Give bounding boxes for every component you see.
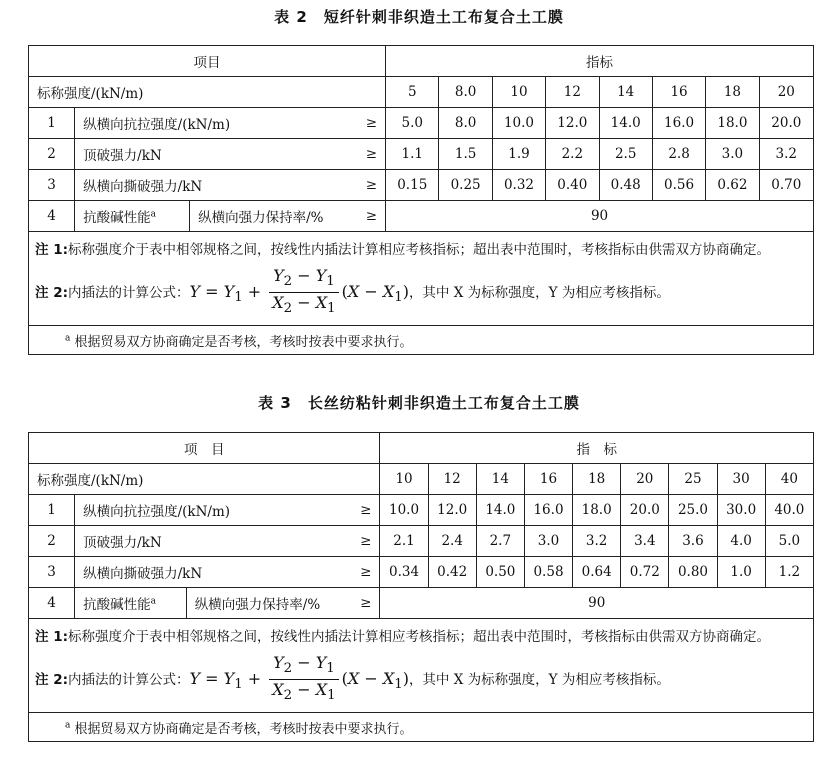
header-item: 项目 — [29, 46, 386, 77]
cell-value: 0.32 — [492, 170, 545, 201]
cell-value: 0.48 — [599, 170, 652, 201]
strength-value: 10 — [380, 464, 428, 495]
ge-symbol: ≥ — [340, 526, 380, 557]
strength-value: 10 — [492, 77, 545, 108]
cell-value: 30.0 — [717, 495, 765, 526]
row-sub-label: 纵横向强力保持率/% — [186, 588, 340, 619]
strength-label: 标称强度/(kN/m) — [29, 77, 386, 108]
cell-value: 14.0 — [476, 495, 524, 526]
cell-value: 12.0 — [546, 108, 599, 139]
row-number: 2 — [29, 526, 75, 557]
footnote-row — [29, 713, 814, 742]
row-label: 顶破强力/kN — [75, 526, 340, 557]
strength-value: 5 — [386, 77, 439, 108]
notes — [29, 619, 814, 713]
strength-value: 14 — [476, 464, 524, 495]
table-2-caption: 表 2 短纤针刺非织造土工布复合土工膜 — [274, 8, 564, 26]
table-row — [29, 557, 814, 588]
table-row — [29, 495, 814, 526]
cell-value: 2.2 — [546, 139, 599, 170]
row-label: 纵横向撕破强力/kN — [75, 557, 340, 588]
cell-value: 0.70 — [759, 170, 813, 201]
cell-value: 1.5 — [439, 139, 492, 170]
strength-value: 30 — [717, 464, 765, 495]
cell-value: 20.0 — [621, 495, 669, 526]
cell-value: 2.1 — [380, 526, 428, 557]
notes — [29, 232, 814, 326]
cell-value: 10.0 — [492, 108, 545, 139]
interpolation-formula: $Y = Y_1$ + $\frac{Y_2 - Y_1}{X_2 - X_1}$ $(X - X_1)$ — [189, 653, 409, 704]
row-label: 纵横向撕破强力/kN — [75, 170, 346, 201]
strength-value: 18 — [573, 464, 621, 495]
cell-value: 1.9 — [492, 139, 545, 170]
interpolation-formula: $Y = Y_1$ + $\frac{Y_2 - Y_1}{X_2 - X_1}$ $(X - X_1)$ — [189, 266, 409, 317]
note-2: 注 2:内插法的计算公式：$Y = Y_1$ + $\frac{Y_2 - Y_1}{X_2 - X_1}$ $(X - X_1)$，其中 X 为标称强度，Y 为相应考核指标。 — [35, 266, 670, 317]
cell-value: 0.62 — [706, 170, 759, 201]
cell-value: 5.0 — [386, 108, 439, 139]
cell-value: 0.58 — [524, 557, 572, 588]
cell-value: 4.0 — [717, 526, 765, 557]
ge-symbol: ≥ — [346, 108, 386, 139]
cell-value: 1.2 — [765, 557, 813, 588]
cell-value: 40.0 — [765, 495, 813, 526]
strength-row — [29, 464, 814, 495]
strength-label: 标称强度/(kN/m) — [29, 464, 380, 495]
row-number: 1 — [29, 108, 75, 139]
cell-value: 0.34 — [380, 557, 428, 588]
cell-value: 18.0 — [573, 495, 621, 526]
row-label: 纵横向抗拉强度/(kN/m) — [75, 108, 346, 139]
cell-value: 90 — [380, 588, 814, 619]
cell-value: 0.50 — [476, 557, 524, 588]
cell-value: 16.0 — [524, 495, 572, 526]
ge-symbol: ≥ — [346, 201, 386, 232]
strength-value: 18 — [706, 77, 759, 108]
cell-value: 18.0 — [706, 108, 759, 139]
header-row — [29, 433, 814, 464]
cell-value: 0.64 — [573, 557, 621, 588]
notes-row — [29, 232, 814, 326]
cell-value: 0.56 — [652, 170, 705, 201]
cell-value: 90 — [386, 201, 814, 232]
note-2: 注 2:内插法的计算公式：$Y = Y_1$ + $\frac{Y_2 - Y_1}{X_2 - X_1}$ $(X - X_1)$，其中 X 为标称强度，Y 为相应考核指标。 — [35, 653, 670, 704]
footnote: $^a$ 根据贸易双方协商确定是否考核，考核时按表中要求执行。 — [29, 713, 814, 742]
cell-value: 25.0 — [669, 495, 717, 526]
cell-value: 1.1 — [386, 139, 439, 170]
table-row — [29, 170, 814, 201]
table-row — [29, 588, 814, 619]
cell-value: 8.0 — [439, 108, 492, 139]
table-3-caption: 表 3 长丝纺粘针刺非织造土工布复合土工膜 — [258, 394, 580, 412]
cell-value: 3.2 — [759, 139, 813, 170]
header-index: 指 标 — [380, 433, 814, 464]
row-label: 纵横向抗拉强度/(kN/m) — [75, 495, 340, 526]
cell-value: 2.4 — [428, 526, 476, 557]
cell-value: 10.0 — [380, 495, 428, 526]
row-label: 抗酸碱性能$^a$ — [75, 201, 190, 232]
note-1: 注 1:标称强度介于表中相邻规格之间，按线性内插法计算相应考核指标；超出表中范围时，考核指标由供需双方协商确定。 — [35, 629, 770, 645]
strength-value: 20 — [759, 77, 813, 108]
table-3 — [28, 432, 814, 742]
header-item: 项 目 — [29, 433, 380, 464]
notes-row — [29, 619, 814, 713]
strength-value: 16 — [652, 77, 705, 108]
strength-value: 12 — [546, 77, 599, 108]
row-sub-label: 纵横向强力保持率/% — [190, 201, 346, 232]
cell-value: 0.15 — [386, 170, 439, 201]
row-number: 2 — [29, 139, 75, 170]
ge-symbol: ≥ — [340, 557, 380, 588]
ge-symbol: ≥ — [346, 139, 386, 170]
cell-value: 0.25 — [439, 170, 492, 201]
strength-value: 14 — [599, 77, 652, 108]
row-number: 3 — [29, 170, 75, 201]
row-number: 1 — [29, 495, 75, 526]
strength-value: 8.0 — [439, 77, 492, 108]
strength-value: 12 — [428, 464, 476, 495]
header-row — [29, 46, 814, 77]
note-1: 注 1:标称强度介于表中相邻规格之间，按线性内插法计算相应考核指标；超出表中范围时，考核指标由供需双方协商确定。 — [35, 242, 770, 258]
row-number: 3 — [29, 557, 75, 588]
row-label: 抗酸碱性能$^a$ — [75, 588, 187, 619]
strength-value: 25 — [669, 464, 717, 495]
strength-value: 20 — [621, 464, 669, 495]
strength-value: 16 — [524, 464, 572, 495]
cell-value: 2.8 — [652, 139, 705, 170]
ge-symbol: ≥ — [340, 588, 380, 619]
cell-value: 16.0 — [652, 108, 705, 139]
strength-value: 40 — [765, 464, 813, 495]
row-label: 顶破强力/kN — [75, 139, 346, 170]
cell-value: 3.6 — [669, 526, 717, 557]
table-row — [29, 526, 814, 557]
table-row — [29, 139, 814, 170]
cell-value: 1.0 — [717, 557, 765, 588]
row-number: 4 — [29, 201, 75, 232]
header-index: 指标 — [386, 46, 814, 77]
table-row — [29, 108, 814, 139]
table-2 — [28, 45, 814, 355]
cell-value: 20.0 — [759, 108, 813, 139]
cell-value: 12.0 — [428, 495, 476, 526]
table-row — [29, 201, 814, 232]
cell-value: 2.5 — [599, 139, 652, 170]
ge-symbol: ≥ — [346, 170, 386, 201]
cell-value: 2.7 — [476, 526, 524, 557]
cell-value: 3.4 — [621, 526, 669, 557]
ge-symbol: ≥ — [340, 495, 380, 526]
footnote-row — [29, 326, 814, 355]
strength-row — [29, 77, 814, 108]
cell-value: 3.0 — [706, 139, 759, 170]
footnote: $^a$ 根据贸易双方协商确定是否考核，考核时按表中要求执行。 — [29, 326, 814, 355]
cell-value: 0.72 — [621, 557, 669, 588]
cell-value: 3.0 — [524, 526, 572, 557]
cell-value: 14.0 — [599, 108, 652, 139]
cell-value: 3.2 — [573, 526, 621, 557]
cell-value: 0.42 — [428, 557, 476, 588]
cell-value: 0.40 — [546, 170, 599, 201]
cell-value: 0.80 — [669, 557, 717, 588]
row-number: 4 — [29, 588, 75, 619]
cell-value: 5.0 — [765, 526, 813, 557]
